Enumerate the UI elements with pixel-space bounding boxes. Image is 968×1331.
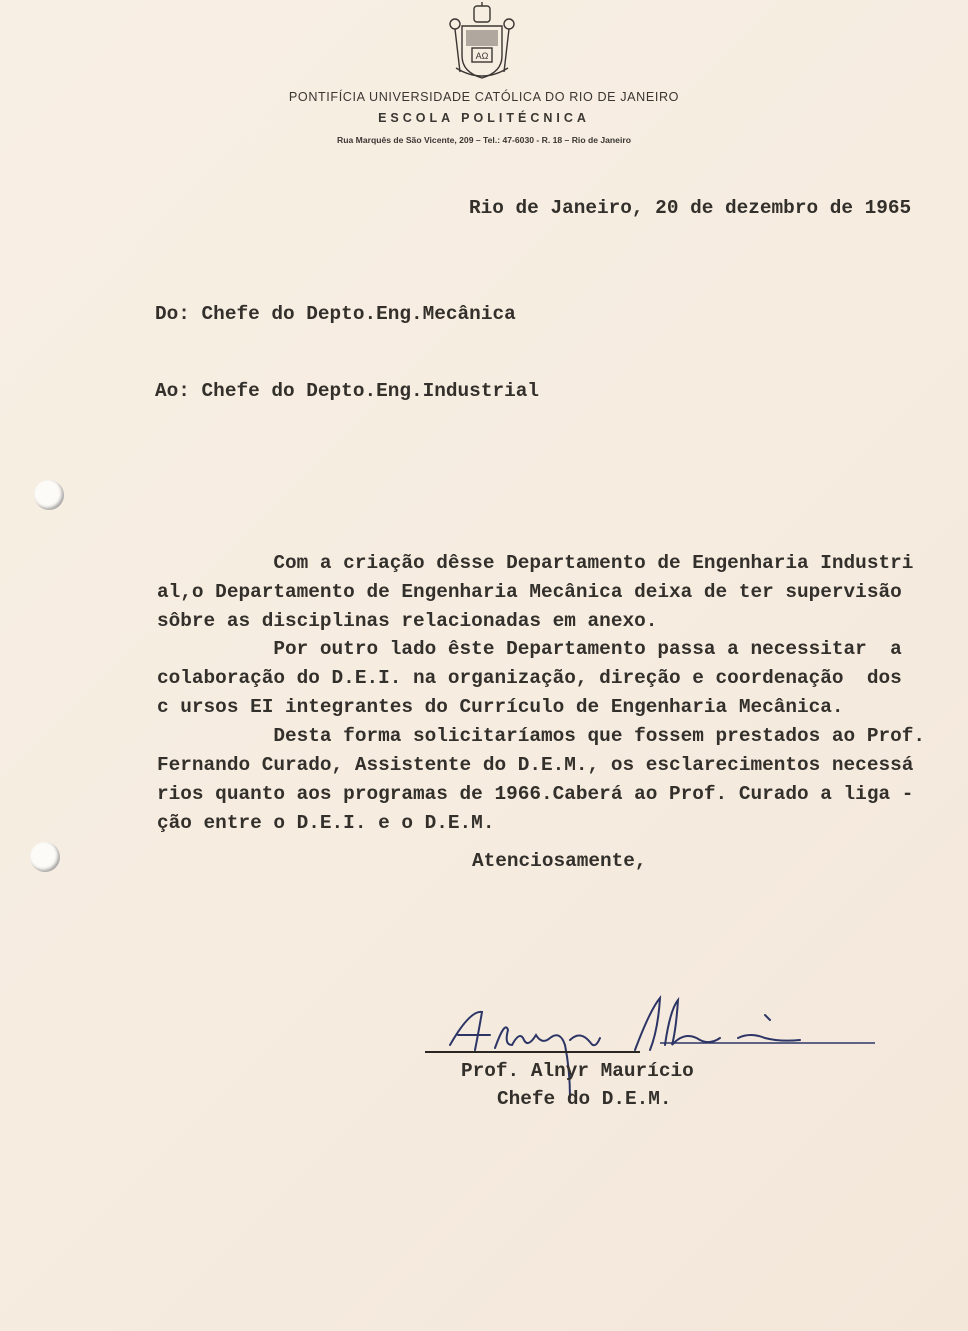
signatory-title: Chefe do D.E.M. xyxy=(497,1088,672,1110)
university-crest-logo xyxy=(446,2,518,82)
institution-name: PONTIFÍCIA UNIVERSIDADE CATÓLICA DO RIO DE JANEIRO xyxy=(288,90,680,104)
body-line: c ursos EI integrantes do Currículo de Engenharia Mecânica. xyxy=(157,696,844,718)
signatory-name: Prof. Alnyr Maurício xyxy=(461,1060,694,1082)
letter-date: Rio de Janeiro, 20 de dezembro de 1965 xyxy=(469,197,912,219)
body-line: sôbre as disciplinas relacionadas em anexo. xyxy=(157,610,658,632)
school-name: ESCOLA POLITÉCNICA xyxy=(378,111,590,125)
handwritten-signature xyxy=(420,990,880,1100)
closing: Atenciosamente, xyxy=(472,850,647,872)
crest-text: AΩ xyxy=(475,51,489,61)
body-line: al,o Departamento de Engenharia Mecânica deixa de ter supervisão xyxy=(157,581,902,603)
body-line: Com a criação dêsse Departamento de Engenharia Industri xyxy=(157,552,914,574)
body-line: Desta forma solicitaríamos que fossem prestados ao Prof. xyxy=(157,725,925,747)
body-line: ção entre o D.E.I. e o D.E.M. xyxy=(157,812,495,834)
address-line: Rua Marquês de São Vicente, 209 – Tel.: 47-6030 - R. 18 – Rio de Janeiro xyxy=(337,135,631,145)
binder-hole xyxy=(34,480,64,510)
body-line: rios quanto aos programas de 1966.Caberá ao Prof. Curado a liga - xyxy=(157,783,914,805)
recipient-line: Ao: Chefe do Depto.Eng.Industrial xyxy=(155,380,539,402)
body-line: colaboração do D.E.I. na organização, direção e coordenação dos xyxy=(157,667,902,689)
sender-line: Do: Chefe do Depto.Eng.Mecânica xyxy=(155,303,516,325)
body-line: Por outro lado êste Departamento passa a necessitar a xyxy=(157,638,902,660)
binder-hole xyxy=(30,842,60,872)
body-line: Fernando Curado, Assistente do D.E.M., os esclarecimentos necessá xyxy=(157,754,914,776)
